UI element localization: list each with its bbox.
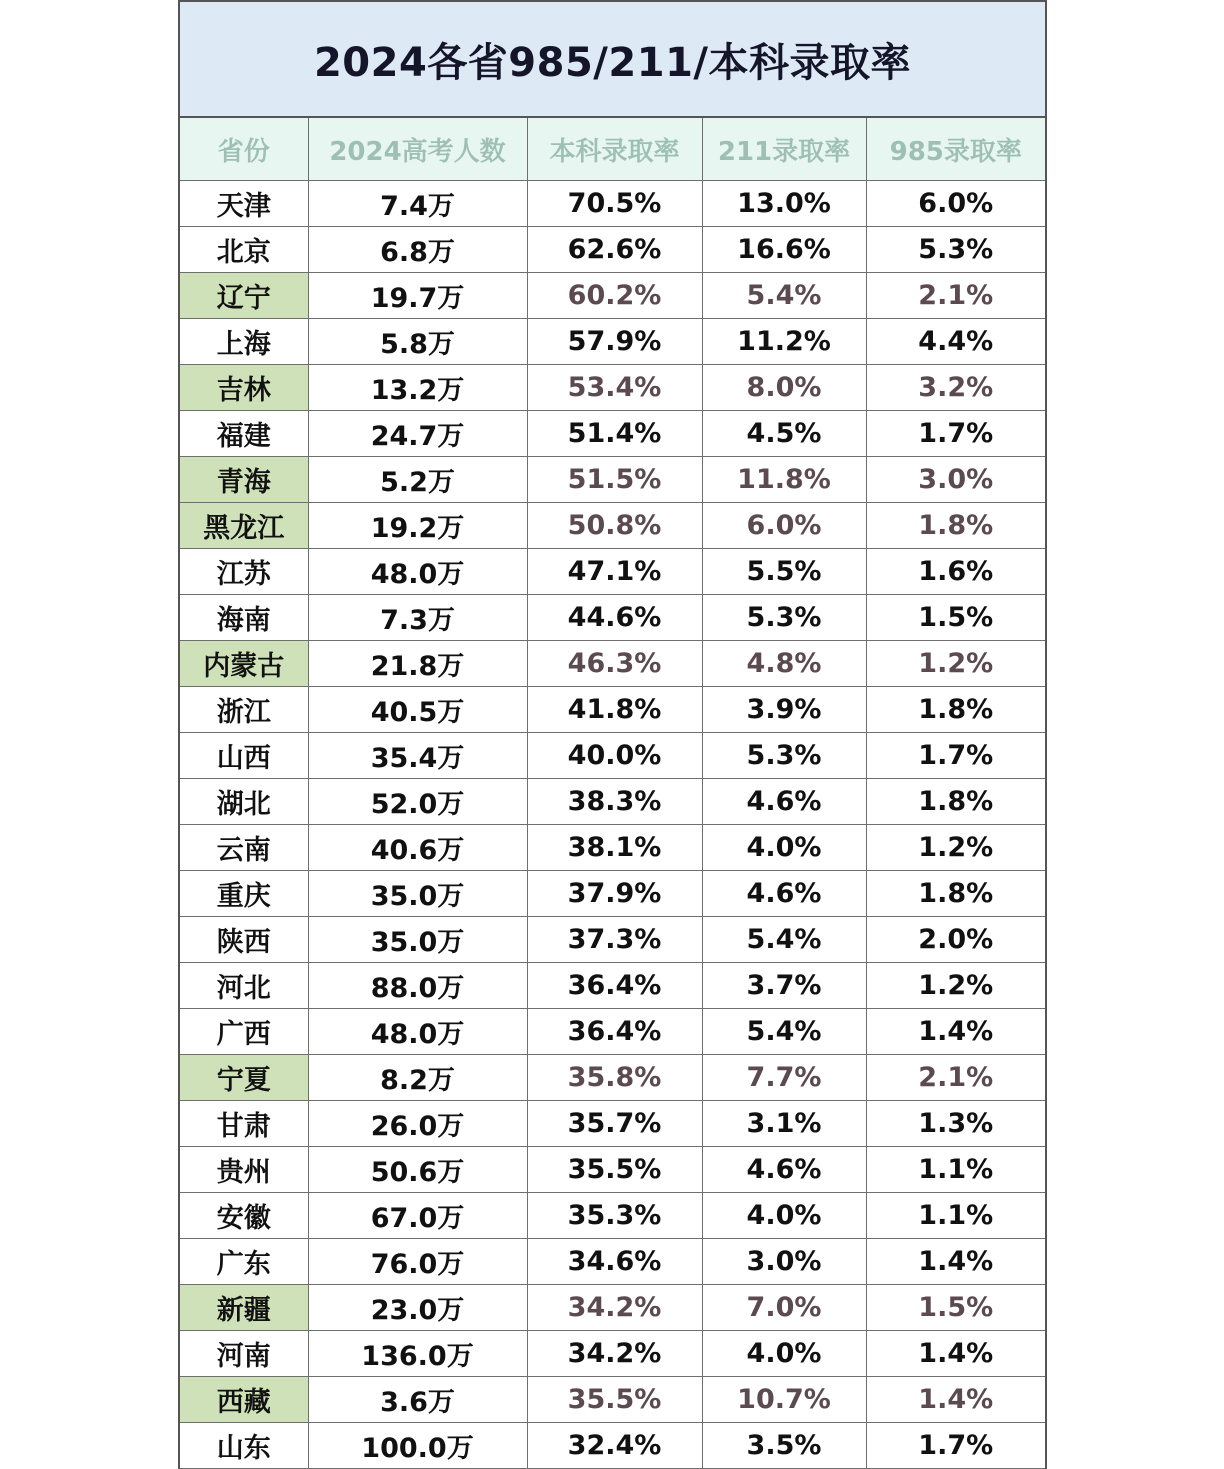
rate-211-cell: 4.0% bbox=[702, 1331, 866, 1377]
rate-211-cell: 3.5% bbox=[702, 1423, 866, 1469]
bachelor-rate-cell: 35.8% bbox=[527, 1055, 702, 1101]
rate-211-cell: 5.4% bbox=[702, 917, 866, 963]
examinees-cell: 52.0万 bbox=[308, 779, 527, 825]
rate-985-cell: 1.8% bbox=[866, 779, 1045, 825]
province-cell: 新疆 bbox=[180, 1285, 308, 1331]
table-row bbox=[180, 1239, 1045, 1285]
examinees-cell: 67.0万 bbox=[308, 1193, 527, 1239]
province-cell: 浙江 bbox=[180, 687, 308, 733]
bachelor-rate-cell: 41.8% bbox=[527, 687, 702, 733]
bachelor-rate-cell: 32.4% bbox=[527, 1423, 702, 1469]
bachelor-rate-cell: 47.1% bbox=[527, 549, 702, 595]
rate-985-cell: 2.1% bbox=[866, 273, 1045, 319]
province-cell: 河南 bbox=[180, 1331, 308, 1377]
rate-985-cell: 4.4% bbox=[866, 319, 1045, 365]
table-row bbox=[180, 1331, 1045, 1377]
bachelor-rate-cell: 51.5% bbox=[527, 457, 702, 503]
rate-985-cell: 6.0% bbox=[866, 181, 1045, 227]
examinees-cell: 7.4万 bbox=[308, 181, 527, 227]
rate-985-cell: 1.2% bbox=[866, 825, 1045, 871]
province-cell: 江苏 bbox=[180, 549, 308, 595]
header-province: 省份 bbox=[180, 118, 308, 181]
table-row bbox=[180, 503, 1045, 549]
rate-211-cell: 6.0% bbox=[702, 503, 866, 549]
examinees-cell: 35.0万 bbox=[308, 917, 527, 963]
rate-211-cell: 3.0% bbox=[702, 1239, 866, 1285]
rate-985-cell: 3.2% bbox=[866, 365, 1045, 411]
rate-211-cell: 4.8% bbox=[702, 641, 866, 687]
table-header-row bbox=[180, 118, 1045, 181]
header-211-rate: 211录取率 bbox=[702, 118, 866, 181]
rate-985-cell: 1.6% bbox=[866, 549, 1045, 595]
rate-985-cell: 2.0% bbox=[866, 917, 1045, 963]
examinees-cell: 19.2万 bbox=[308, 503, 527, 549]
province-cell: 广东 bbox=[180, 1239, 308, 1285]
province-cell: 吉林 bbox=[180, 365, 308, 411]
bachelor-rate-cell: 40.0% bbox=[527, 733, 702, 779]
bachelor-rate-cell: 34.2% bbox=[527, 1331, 702, 1377]
rate-211-cell: 4.0% bbox=[702, 1193, 866, 1239]
table-row bbox=[180, 1423, 1045, 1469]
header-examinees: 2024高考人数 bbox=[308, 118, 527, 181]
examinees-cell: 6.8万 bbox=[308, 227, 527, 273]
table-row bbox=[180, 457, 1045, 503]
rate-211-cell: 3.1% bbox=[702, 1101, 866, 1147]
rate-211-cell: 4.6% bbox=[702, 1147, 866, 1193]
rate-985-cell: 1.3% bbox=[866, 1101, 1045, 1147]
rate-985-cell: 1.2% bbox=[866, 641, 1045, 687]
rate-211-cell: 13.0% bbox=[702, 181, 866, 227]
examinees-cell: 26.0万 bbox=[308, 1101, 527, 1147]
bachelor-rate-cell: 35.5% bbox=[527, 1147, 702, 1193]
bachelor-rate-cell: 38.3% bbox=[527, 779, 702, 825]
rate-211-cell: 5.4% bbox=[702, 1009, 866, 1055]
rate-211-cell: 4.5% bbox=[702, 411, 866, 457]
province-cell: 宁夏 bbox=[180, 1055, 308, 1101]
examinees-cell: 23.0万 bbox=[308, 1285, 527, 1331]
table-row bbox=[180, 641, 1045, 687]
bachelor-rate-cell: 51.4% bbox=[527, 411, 702, 457]
examinees-cell: 76.0万 bbox=[308, 1239, 527, 1285]
rate-985-cell: 1.1% bbox=[866, 1193, 1045, 1239]
bachelor-rate-cell: 38.1% bbox=[527, 825, 702, 871]
rate-985-cell: 1.5% bbox=[866, 1285, 1045, 1331]
table-row bbox=[180, 227, 1045, 273]
rate-985-cell: 1.5% bbox=[866, 595, 1045, 641]
rate-985-cell: 1.7% bbox=[866, 1423, 1045, 1469]
bachelor-rate-cell: 36.4% bbox=[527, 1009, 702, 1055]
header-985-rate: 985录取率 bbox=[866, 118, 1045, 181]
province-cell: 云南 bbox=[180, 825, 308, 871]
admission-rate-table bbox=[180, 118, 1045, 1469]
examinees-cell: 100.0万 bbox=[308, 1423, 527, 1469]
examinees-cell: 35.0万 bbox=[308, 871, 527, 917]
rate-985-cell: 1.7% bbox=[866, 733, 1045, 779]
examinees-cell: 5.2万 bbox=[308, 457, 527, 503]
province-cell: 西藏 bbox=[180, 1377, 308, 1423]
rate-211-cell: 16.6% bbox=[702, 227, 866, 273]
bachelor-rate-cell: 62.6% bbox=[527, 227, 702, 273]
bachelor-rate-cell: 60.2% bbox=[527, 273, 702, 319]
province-cell: 福建 bbox=[180, 411, 308, 457]
rate-211-cell: 7.0% bbox=[702, 1285, 866, 1331]
province-cell: 广西 bbox=[180, 1009, 308, 1055]
examinees-cell: 13.2万 bbox=[308, 365, 527, 411]
rate-985-cell: 3.0% bbox=[866, 457, 1045, 503]
bachelor-rate-cell: 37.9% bbox=[527, 871, 702, 917]
bachelor-rate-cell: 37.3% bbox=[527, 917, 702, 963]
table-row bbox=[180, 1055, 1045, 1101]
rate-211-cell: 7.7% bbox=[702, 1055, 866, 1101]
examinees-cell: 19.7万 bbox=[308, 273, 527, 319]
examinees-cell: 48.0万 bbox=[308, 549, 527, 595]
rate-985-cell: 1.8% bbox=[866, 503, 1045, 549]
bachelor-rate-cell: 34.6% bbox=[527, 1239, 702, 1285]
rate-211-cell: 8.0% bbox=[702, 365, 866, 411]
rate-985-cell: 1.4% bbox=[866, 1239, 1045, 1285]
table-row bbox=[180, 779, 1045, 825]
examinees-cell: 50.6万 bbox=[308, 1147, 527, 1193]
bachelor-rate-cell: 46.3% bbox=[527, 641, 702, 687]
examinees-cell: 48.0万 bbox=[308, 1009, 527, 1055]
bachelor-rate-cell: 35.7% bbox=[527, 1101, 702, 1147]
rate-211-cell: 5.5% bbox=[702, 549, 866, 595]
table-row bbox=[180, 1285, 1045, 1331]
table-row bbox=[180, 1147, 1045, 1193]
table-row bbox=[180, 687, 1045, 733]
province-cell: 青海 bbox=[180, 457, 308, 503]
rate-211-cell: 11.2% bbox=[702, 319, 866, 365]
province-cell: 甘肃 bbox=[180, 1101, 308, 1147]
bachelor-rate-cell: 44.6% bbox=[527, 595, 702, 641]
table-row bbox=[180, 411, 1045, 457]
rate-211-cell: 10.7% bbox=[702, 1377, 866, 1423]
province-cell: 北京 bbox=[180, 227, 308, 273]
table-row bbox=[180, 365, 1045, 411]
bachelor-rate-cell: 35.3% bbox=[527, 1193, 702, 1239]
province-cell: 上海 bbox=[180, 319, 308, 365]
table-row bbox=[180, 1193, 1045, 1239]
bachelor-rate-cell: 53.4% bbox=[527, 365, 702, 411]
header-bachelor-rate: 本科录取率 bbox=[527, 118, 702, 181]
table-row bbox=[180, 1101, 1045, 1147]
examinees-cell: 8.2万 bbox=[308, 1055, 527, 1101]
rate-985-cell: 1.4% bbox=[866, 1331, 1045, 1377]
table-row bbox=[180, 1377, 1045, 1423]
rate-211-cell: 4.6% bbox=[702, 871, 866, 917]
rate-985-cell: 1.1% bbox=[866, 1147, 1045, 1193]
examinees-cell: 3.6万 bbox=[308, 1377, 527, 1423]
examinees-cell: 5.8万 bbox=[308, 319, 527, 365]
province-cell: 内蒙古 bbox=[180, 641, 308, 687]
rate-211-cell: 11.8% bbox=[702, 457, 866, 503]
examinees-cell: 40.5万 bbox=[308, 687, 527, 733]
table-row bbox=[180, 917, 1045, 963]
examinees-cell: 136.0万 bbox=[308, 1331, 527, 1377]
province-cell: 海南 bbox=[180, 595, 308, 641]
rate-985-cell: 1.8% bbox=[866, 687, 1045, 733]
examinees-cell: 40.6万 bbox=[308, 825, 527, 871]
province-cell: 陕西 bbox=[180, 917, 308, 963]
rate-211-cell: 4.0% bbox=[702, 825, 866, 871]
province-cell: 天津 bbox=[180, 181, 308, 227]
province-cell: 贵州 bbox=[180, 1147, 308, 1193]
province-cell: 黑龙江 bbox=[180, 503, 308, 549]
rate-985-cell: 1.7% bbox=[866, 411, 1045, 457]
examinees-cell: 7.3万 bbox=[308, 595, 527, 641]
rate-211-cell: 5.3% bbox=[702, 595, 866, 641]
bachelor-rate-cell: 36.4% bbox=[527, 963, 702, 1009]
province-cell: 山西 bbox=[180, 733, 308, 779]
rate-211-cell: 5.3% bbox=[702, 733, 866, 779]
table-row bbox=[180, 733, 1045, 779]
table-row bbox=[180, 595, 1045, 641]
table-row bbox=[180, 963, 1045, 1009]
province-cell: 重庆 bbox=[180, 871, 308, 917]
province-cell: 安徽 bbox=[180, 1193, 308, 1239]
table-row bbox=[180, 273, 1045, 319]
province-cell: 辽宁 bbox=[180, 273, 308, 319]
bachelor-rate-cell: 34.2% bbox=[527, 1285, 702, 1331]
rate-211-cell: 3.7% bbox=[702, 963, 866, 1009]
rate-985-cell: 5.3% bbox=[866, 227, 1045, 273]
examinees-cell: 35.4万 bbox=[308, 733, 527, 779]
table-row bbox=[180, 1009, 1045, 1055]
admission-rate-sheet bbox=[178, 0, 1047, 1469]
rate-211-cell: 3.9% bbox=[702, 687, 866, 733]
table-row bbox=[180, 871, 1045, 917]
examinees-cell: 21.8万 bbox=[308, 641, 527, 687]
examinees-cell: 24.7万 bbox=[308, 411, 527, 457]
rate-985-cell: 1.2% bbox=[866, 963, 1045, 1009]
rate-985-cell: 1.4% bbox=[866, 1009, 1045, 1055]
table-row bbox=[180, 549, 1045, 595]
examinees-cell: 88.0万 bbox=[308, 963, 527, 1009]
page-title: 2024各省985/211/本科录取率 bbox=[313, 39, 912, 86]
rate-985-cell: 2.1% bbox=[866, 1055, 1045, 1101]
bachelor-rate-cell: 70.5% bbox=[527, 181, 702, 227]
province-cell: 河北 bbox=[180, 963, 308, 1009]
table-body bbox=[180, 181, 1045, 1469]
rate-985-cell: 1.8% bbox=[866, 871, 1045, 917]
province-cell: 湖北 bbox=[180, 779, 308, 825]
title-bar bbox=[180, 0, 1045, 118]
province-cell: 山东 bbox=[180, 1423, 308, 1469]
bachelor-rate-cell: 57.9% bbox=[527, 319, 702, 365]
rate-985-cell: 1.4% bbox=[866, 1377, 1045, 1423]
bachelor-rate-cell: 35.5% bbox=[527, 1377, 702, 1423]
rate-211-cell: 4.6% bbox=[702, 779, 866, 825]
table-row bbox=[180, 825, 1045, 871]
rate-211-cell: 5.4% bbox=[702, 273, 866, 319]
bachelor-rate-cell: 50.8% bbox=[527, 503, 702, 549]
table-row bbox=[180, 319, 1045, 365]
table-row bbox=[180, 181, 1045, 227]
